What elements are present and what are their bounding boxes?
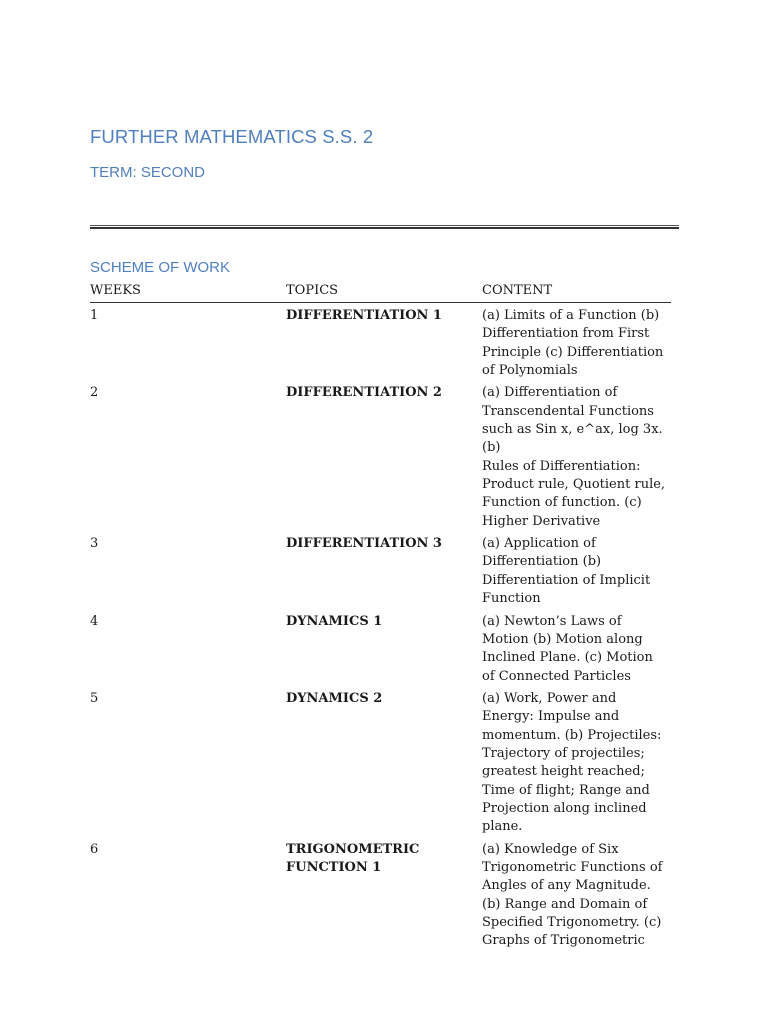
- content-cell: (a) Limits of a Function (b) Differentiation from First Principle (c) Differentiation of Polynomials: [482, 308, 664, 378]
- column-header-content: CONTENT: [482, 283, 553, 298]
- content-cell: (a) Differentiation of Transcendental Functions such as Sin x, e^ax, log 3x. (b) Rules of Differentiation: Product rule, Quotient rule, Function of function. (c) Higher Derivative: [482, 385, 666, 529]
- topic-cell: DYNAMICS 2: [286, 691, 383, 707]
- scheme-heading: SCHEME OF WORK: [90, 259, 231, 276]
- term-heading: TERM: SECOND: [90, 164, 206, 181]
- content-cell: (a) Application of Differentiation (b) Differentiation of Implicit Function: [482, 536, 651, 607]
- topic-cell: DIFFERENTIATION 2: [286, 385, 442, 401]
- table-row: [90, 307, 671, 380]
- week-cell: 2: [90, 385, 99, 401]
- horizontal-divider: [90, 225, 679, 229]
- topic-cell: DIFFERENTIATION 1: [286, 308, 442, 323]
- table-row: [90, 841, 671, 951]
- content-cell: (a) Work, Power and Energy: Impulse and momentum. (b) Projectiles: Trajectory of projectiles; greatest height reached; Time of flight; Range and Projection along inclined plane.: [482, 691, 662, 835]
- table-row: [90, 384, 671, 530]
- table-row: [90, 690, 671, 836]
- topic-cell: DYNAMICS 1: [286, 613, 383, 629]
- week-cell: 3: [90, 536, 99, 552]
- table-header: [90, 281, 671, 303]
- content-cell: (a) Knowledge of Six Trigonometric Functions of Angles of any Magnitude. (b) Range and Domain of Specified Trigonometry. (c) Graphs of Trigonometric: [482, 841, 663, 949]
- content-cell: (a) Newton’s Laws of Motion (b) Motion along Inclined Plane. (c) Motion of Connected Particles: [482, 613, 653, 684]
- week-cell: 4: [90, 613, 99, 629]
- column-header-weeks: WEEKS: [90, 283, 141, 298]
- topic-cell: DIFFERENTIATION 3: [286, 536, 442, 552]
- week-cell: 1: [90, 308, 99, 323]
- week-cell: 6: [90, 841, 99, 857]
- column-header-topics: TOPICS: [286, 283, 339, 298]
- table-row: [90, 613, 671, 686]
- topic-cell: TRIGONOMETRIC FUNCTION 1: [286, 841, 420, 876]
- scheme-table: [90, 281, 671, 951]
- table-row: [90, 535, 671, 608]
- document-title: FURTHER MATHEMATICS S.S. 2: [90, 126, 374, 147]
- week-cell: 5: [90, 691, 99, 707]
